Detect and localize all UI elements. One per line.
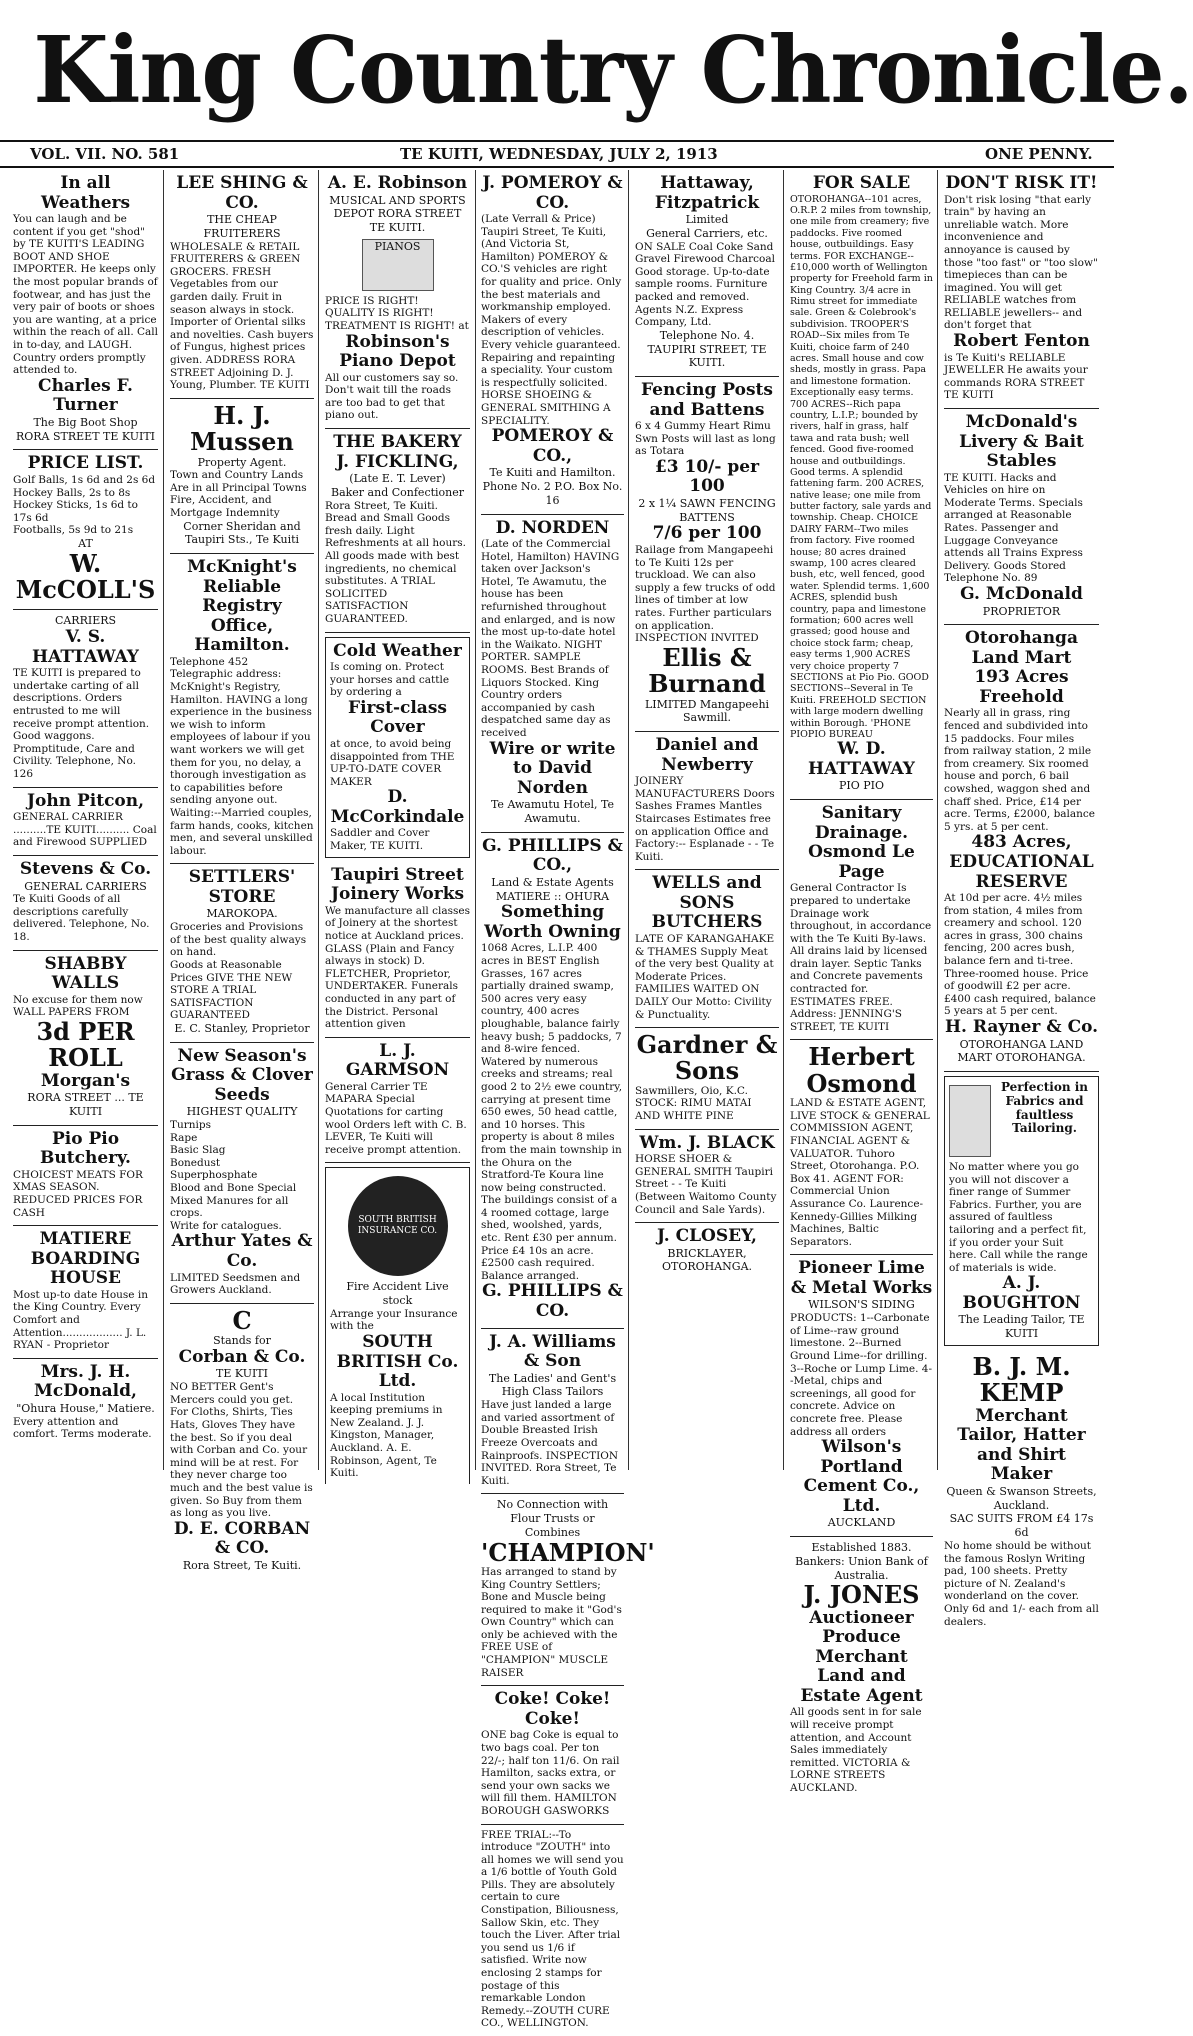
ad-robinson: A. E. Robinson MUSICAL AND SPORTS DEPOT RORA STREET TE KUITI. PIANOS PRICE IS RIGHT! QUALITY IS RIGHT! TREATMENT IS RIGHT! at Robinson's Piano Depot All our customers say so. Don't wait till the roads are too bad to get that piano out. xyxy=(325,170,470,429)
column-7 xyxy=(939,170,1104,1628)
ad-daniel: Daniel and Newberry JOINERY MANUFACTURERS Doors Sashes Frames Mantles Staircases Estimates free on application Office and Factory:-- Esplanade - - Te Kuiti. xyxy=(635,732,779,870)
ad-garmson: L. J. GARMSON General Carrier TE MAPARA Special Quotations for carting wool Orders left with C. B. LEVER, Te Kuiti will receive prompt attention. xyxy=(325,1038,470,1164)
ad-hattaway-fitzpatrick: Hattaway, Fitzpatrick Limited General Carriers, etc. ON SALE Coal Coke Sand Gravel Firewood Charcoal Good storage. Up-to-date sample rooms. Furniture packed and removed. Agents N.Z. Express Company, Ltd. Telephone No. 4. TAUPIRI STREET, TE KUITI. xyxy=(635,170,779,377)
ad-pomeroy: J. POMEROY & CO. (Late Verrall & Price) Taupiri Street, Te Kuiti, (And Victoria St, Hamilton) POMEROY & CO.'S vehicles are right for quality and price. Only the best materials and workmanship employed. Makers of every description of vehicles. Every vehicle guaranteed. Repairing and repainting a speciality. Your custom is respectfully solicited. HORSE SHOEING & GENERAL SMITHING A SPECIALITY. POMEROY & CO., Te Kuiti and Hamilton. Phone No. 2 P.O. Box No. 16 xyxy=(481,170,624,515)
ad-corban: C Stands for Corban & Co. TE KUITI NO BETTER Gent's Mercers could you get. For Cloths, Shirts, Ties Hats, Gloves They have the best. So if you deal with Corban and Co. your mind will be at rest. For they never charge too much and the best value is given. So Buy from them as long as you live. D. E. CORBAN & CO. Rora Street, Te Kuiti. xyxy=(170,1305,313,1572)
ad-mccorkindale: Cold Weather Is coming on. Protect your horses and cattle by ordering a First-class Cover at once, to avoid being disappointed from THE UP-TO-DATE COVER MAKER D. McCorkindale Saddler and Cover Maker, TE KUITI. xyxy=(325,637,470,858)
column-3 xyxy=(320,170,475,1480)
ad-black: Wm. J. BLACK HORSE SHOER & GENERAL SMITH Taupiri Street - - Te Kuiti (Between Waitomo County Council and Sale Yards). xyxy=(635,1130,779,1224)
price: ONE PENNY. xyxy=(985,145,1093,163)
ad-closey: J. CLOSEY, BRICKLAYER, OTOROHANGA. xyxy=(657,1226,757,1274)
ad-fenton: DON'T RISK IT! Don't risk losing "that early train" by having an unreliable watch. More inconvenience and annoyance is caused by those "too fast" or "too slow" timepieces than can be imagined. You will get RELIABLE watches from RELIABLE jewellers-- and don't forget that Robert Fenton is Te Kuiti's RELIABLE JEWELLER He awaits your commands RORA STREET TE KUITI xyxy=(944,170,1099,409)
ad-kemp: B. J. M. KEMP Merchant Tailor, Hatter and Shirt Maker Queen & Swanson Streets, Auckland. SAC SUITS FROM £4 17s 6d No home should be without the famous Roslyn Writing pad, 100 sheets. Pretty picture of N. Zealand's wonderland on the cover. Only 6d and 1/- each from all dealers. xyxy=(944,1351,1099,1628)
ad-land-mart: Otorohanga Land Mart 193 Acres Freehold Nearly all in grass, ring fenced and subdivided into 15 paddocks. Four miles from railway station, 2 mile from creamery. Six roomed house and porch, 6 bail cowshed, waggon shed and chaff shed. Price, £14 per acre. Terms, £2000, balance 5 yrs. at 5 per cent. 483 Acres, EDUCATIONAL RESERVE At 10d per acre. 4½ miles from station, 4 miles from creamery and school. 120 acres in grass, 300 chains fencing, 200 acres bush, balance fern and ti-tree. Three-roomed house. Price of goodwill £2 per acre. £400 cash required, balance 5 years at 5 per cent. H. Rayner & Co. OTOROHANGA LAND MART OTOROHANGA. xyxy=(944,625,1099,1072)
ad-gardner: Gardner & Sons Sawmillers, Oio, K.C. STOCK: RIMU MATAI AND WHITE PINE xyxy=(635,1028,779,1130)
volume-number: VOL. VII. NO. 581 xyxy=(30,145,180,163)
column-1 xyxy=(8,170,163,1470)
ad-fencing: Fencing Posts and Battens 6 x 4 Gummy Heart Rimu Swn Posts will last as long as Totara £3 10/- per 100 2 x 1¼ SAWN FENCING BATTENS 7/6 per 100 Railage from Mangapeehi to Te Kuiti 12s per truckload. We can also supply a few trucks of odd lines of timber at low rates. Further particulars on application. INSPECTION INVITED Ellis & Burnand LIMITED Mangapeehi Sawmill. xyxy=(635,377,779,732)
ad-south-british: SOUTH BRITISH INSURANCE CO. Fire Accident Live stock Arrange your Insurance with the SOUTH BRITISH Co. Ltd. A local Institution keeping premiums in New Zealand. J. J. Kingston, Manager, Auckland. A. E. Robinson, Agent, Te Kuiti. xyxy=(325,1167,470,1483)
tailor-figure-illustration xyxy=(949,1085,991,1157)
column-6 xyxy=(785,170,938,1795)
newspaper-title: King Country Chronicle. xyxy=(33,16,1193,124)
ad-champion: No Connection with Flour Trusts or Combines 'CHAMPION' Has arranged to stand by King Country Settlers; Bone and Muscle being required to make it "God's Own Country" which can only be achieved with the FREE USE of "CHAMPION" MUSCLE RAISER xyxy=(481,1494,624,1686)
ad-turner: In all Weathers You can laugh and be content if you get "shod" by TE KUITI'S LEADING BOOT AND SHOE IMPORTER. He keeps only the most popular brands of footwear, and has just the very pair of boots or shoes you are wanting, at a price within the reach of all. Call in to-day, and LAUGH. Country orders promptly attended to. Charles F. Turner The Big Boot Shop RORA STREET TE KUITI xyxy=(13,170,158,450)
ad-for-sale: FOR SALE OTOROHANGA--101 acres, O.R.P. 2 miles from township, one mile from creamery; five paddocks. Five roomed house, outbuildings. Easy terms. FOR EXCHANGE--£10,000 worth of Wellington property for Freehold farm in King Country. 3/4 acre in Rimu street for immediate sale. Green & Colebrook's subdivision. TROOPER'S ROAD--Six miles from Te Kuiti, choice farm of 240 acres. Small house and cow sheds, mostly in grass. Papa and limestone formation. Exceptionally easy terms. 700 ACRES--Rich papa country, L.I.P.; bounded by rivers, half in grass, half tawa and rata bush; well fenced. Good five-roomed house and outbuildings. Good terms. A splendid fattening farm. 200 ACRES, native lease; one mile from butter factory, sale yards and township. Cheap. CHOICE DAIRY FARM--Two miles from factory. Five roomed house; 80 acres drained swamp, 100 acres cleared bush, etc, well fenced, good water. Splendid terms. 1,600 ACRES, splendid bush country, papa and limestone formation; 600 acres well grassed; good house and choice stock farm; cheap, easy terms 1,900 ACRES very choice property 7 SECTIONS at Pio Pio. GOOD SECTIONS--Several in Te Kuiti. FREEHOLD SECTION with large modern dwelling within Borough. 'PHONE PIOPIO BUREAU W. D. HATTAWAY PIO PIO xyxy=(790,170,933,800)
ad-pioneer: Pioneer Lime & Metal Works WILSON'S SIDING PRODUCTS: 1--Carbonate of Lime--raw ground limestone. 2--Burned Ground Lime--for drilling. 3--Roche or Lump Lime. 4--Metal, chips and screenings, all good for concrete. Advice on concrete free. Please address all orders Wilson's Portland Cement Co., Ltd. AUCKLAND xyxy=(790,1255,933,1537)
ad-coke: Coke! Coke! Coke! ONE bag Coke is equal to two bags coal. Per ton 22/-; half ton 11/6. On rail Hamilton, sacks extra, or send your own sacks we will fill them. HAMILTON BOROUGH GASWORKS xyxy=(481,1686,624,1824)
ad-osmond: Sanitary Drainage. Osmond Le Page General Contractor Is prepared to undertake Drainage work throughout, in accordance with the Te Kuiti By-laws. All drains laid by licensed drain layer. Septic Tanks and Concrete pavements contracted for. ESTIMATES FREE. Address: JENNING'S STREET, TE KUITI xyxy=(790,800,933,1040)
piano-illustration: PIANOS xyxy=(362,239,434,291)
masthead xyxy=(0,0,1193,140)
ad-wells: WELLS and SONS BUTCHERS LATE OF KARANGAHAKE & THAMES Supply Meat of the very best Quality at Moderate Prices. FAMILIES WAITED ON DAILY Our Motto: Civility & Punctuality. xyxy=(635,870,779,1028)
ad-butchery: Pio Pio Butchery. CHOICEST MEATS FOR XMAS SEASON. REDUCED PRICES FOR CASH xyxy=(13,1126,158,1226)
ad-mussen: H. J. Mussen Property Agent. Town and Country Lands Are in all Principal Towns Fire, Accident, and Mortgage Indemnity Corner Sheridan and Taupiri Sts., Te Kuiti xyxy=(170,399,314,554)
ad-registry: McKnight's Reliable Registry Office, Hamilton. Telephone 452 Telegraphic address: McKnight's Registry, Hamilton. HAVING a long experience in the business we wish to inform employees of labour if you want workers we will get them for you, no delay, a thorough investigation as to capabilities before sending anyone out. Waiting:--Married couples, farm hands, cooks, kitchen men, and several unskilled labour. xyxy=(170,554,314,864)
ad-herbert-osmond: Herbert Osmond LAND & ESTATE AGENT, LIVE STOCK & GENERAL COMMISSION AGENT, FINANCIAL AGENT & VALUATOR. Tuhoro Street, Otorohanga. P.O. Box 41. AGENT FOR: Commercial Union Assurance Co. Laurence-Kennedy-Gillies Milking Machines, Baltic Separators. xyxy=(790,1040,933,1255)
ad-phillips: G. PHILLIPS & CO., Land & Estate Agents MATIERE :: OHURA Something Worth Owning 1068 Acres, L.I.P. 400 acres in BEST English Grasses, 167 acres partially drained swamp, 500 acres very easy country, 400 acres ploughable, balance fairly heavy bush; 5 paddocks, 7 and 8-wire fenced. Watered by numerous creeks and streams; real good 2 to 2½ ewe country, carrying at present time 650 ewes, 50 head cattle, and 10 horses. This property is about 8 miles from the main township in the Ohura on the Stratford-Te Koura line now being constructed. The buildings consist of a 4 roomed cottage, large shed, woolshed, yards, etc. Rent £30 per annum. Price £4 10s an acre. £2500 cash required. Balance arranged. G. PHILLIPS & CO. xyxy=(481,833,624,1329)
insurance-seal-icon: SOUTH BRITISH INSURANCE CO. xyxy=(348,1176,448,1276)
column-2 xyxy=(165,170,319,1572)
ad-norden: D. NORDEN (Late of the Commercial Hotel, Hamilton) HAVING taken over Jackson's Hotel, Te Awamutu, the house has been refurnished throughout and enlarged, and is now the most up-to-date hotel in the Waikato. NIGHT PORTER. SAMPLE ROOMS. Best Brands of Liquors Stocked. King Country orders accompanied by cash despatched same day as received Wire or write to David Norden Te Awamutu Hotel, Te Awamutu. xyxy=(481,515,624,833)
ad-lee-shing: LEE SHING & CO. THE CHEAP FRUITERERS WHOLESALE & RETAIL FRUITERERS & GREEN GROCERS. FRESH Vegetables from our garden daily. Fruit in season always in stock. Importer of Oriental silks and novelties. Cash buyers of Fungus, highest prices given. ADDRESS RORA STREET Adjoining D. J. Young, Plumber. TE KUITI xyxy=(170,170,314,399)
column-5 xyxy=(630,170,784,1470)
ad-carriers: CARRIERS V. S. HATTAWAY TE KUITI is prepared to undertake carting of all descriptions. Orders entrusted to me will receive prompt attention. Good waggons. Promptitude, Care and Civility. Telephone, No. 126 xyxy=(13,610,158,787)
ad-williams: J. A. Williams & Son The Ladies' and Gent's High Class Tailors Have just landed a large and varied assortment of Double Breasted Irish Freeze Overcoats and Rainproofs. INSPECTION INVITED. Rora Street, Te Kuiti. xyxy=(481,1329,624,1495)
ad-jones: Established 1883. Bankers: Union Bank of Australia. J. JONES Auctioneer Produce Merchant Land and Estate Agent All goods sent in for sale will receive prompt attention, and Account Sales immediately remitted. VICTORIA & LORNE STREETS AUCKLAND. xyxy=(790,1541,928,1795)
ad-matiere: MATIERE BOARDING HOUSE Most up-to date House in the King Country. Every Comfort and Attention.................. J. L. RYAN - Proprietor xyxy=(13,1226,158,1359)
column-4 xyxy=(476,170,655,2030)
place-date: TE KUITI, WEDNESDAY, JULY 2, 1913 xyxy=(400,145,718,163)
ad-joinery: Taupiri Street Joinery Works We manufacture all classes of Joinery at the shortest notice at Auckland prices. GLASS (Plain and Fancy always in stock) D. FLETCHER, Proprietor, UNDERTAKER. Funerals conducted in any part of the District. Personal attention given xyxy=(325,862,470,1038)
ad-stevens: Stevens & Co. GENERAL CARRIERS Te Kuiti Goods of all descriptions carefully delivered. Telephone, No. 18. xyxy=(13,856,158,951)
ad-price-list: PRICE LIST. Golf Balls, 1s 6d and 2s 6d Hockey Balls, 2s to 8s Hockey Sticks, 1s 6d to 17s 6d Footballs, 5s 9d to 21s AT W. McCOLL'S xyxy=(13,450,158,610)
ad-yates: New Season's Grass & Clover Seeds HIGHEST QUALITY Turnips Rape Basic Slag Bonedust Superphosphate Blood and Bone Special Mixed Manures for all crops. Write for catalogues. Arthur Yates & Co. LIMITED Seedsmen and Growers Auckland. xyxy=(170,1043,314,1304)
ad-boughton: Perfection in Fabrics and faultless Tailoring. No matter where you go you will not discover a finer range of Summer Fabrics. Further, you are assured of faultless tailoring and a perfect fit, if you order your Suit here. Call while the range of materials is wide. A. J. BOUGHTON The Leading Tailor, TE KUITI xyxy=(944,1076,1099,1346)
dateline xyxy=(0,140,1114,168)
ad-bakery: THE BAKERY J. FICKLING, (Late E. T. Lever) Baker and Confectioner Rora Street, Te Kuiti. Bread and Small Goods fresh daily. Light Refreshments at all hours. All goods made with best ingredients, no chemical substitutes. A TRIAL SOLICITED SATISFACTION GUARANTEED. xyxy=(325,429,470,633)
ad-morgan: SHABBY WALLS No excuse for them now WALL PAPERS FROM 3d PER ROLL Morgan's RORA STREET ... TE KUITI xyxy=(13,951,158,1126)
ad-pitcon: John Pitcon, GENERAL CARRIER ..........TE KUITI.......... Coal and Firewood SUPPLIED xyxy=(13,788,158,856)
ad-livery: McDonald's Livery & Bait Stables TE KUITI. Hacks and Vehicles on hire on Moderate Terms. Specials arranged at Reasonable Rates. Passenger and Luggage Conveyance attends all Trains Express Delivery. Goods Stored Telephone No. 89 G. McDonald PROPRIETOR xyxy=(944,409,1099,625)
ad-mcdonald: Mrs. J. H. McDonald, "Ohura House," Matiere. Every attention and comfort. Terms moderate. xyxy=(13,1361,155,1441)
ad-zouth: FREE TRIAL:--To introduce "ZOUTH" into all homes we will send you a 1/6 bottle of Youth Gold Pills. They are absolutely certain to cure Constipation, Biliousness, Sallow Skin, etc. They touch the Liver. After trial you send us 1/6 if satisfied. Write now enclosing 2 stamps for postage of this remarkable London Remedy.--ZOUTH CURE CO., WELLINGTON. xyxy=(481,1828,624,2030)
ad-settlers: SETTLERS' STORE MAROKOPA. Groceries and Provisions of the best quality always on hand. Goods at Reasonable Prices GIVE THE NEW STORE A TRIAL SATISFACTION GUARANTEED E. C. Stanley, Proprietor xyxy=(170,864,314,1042)
